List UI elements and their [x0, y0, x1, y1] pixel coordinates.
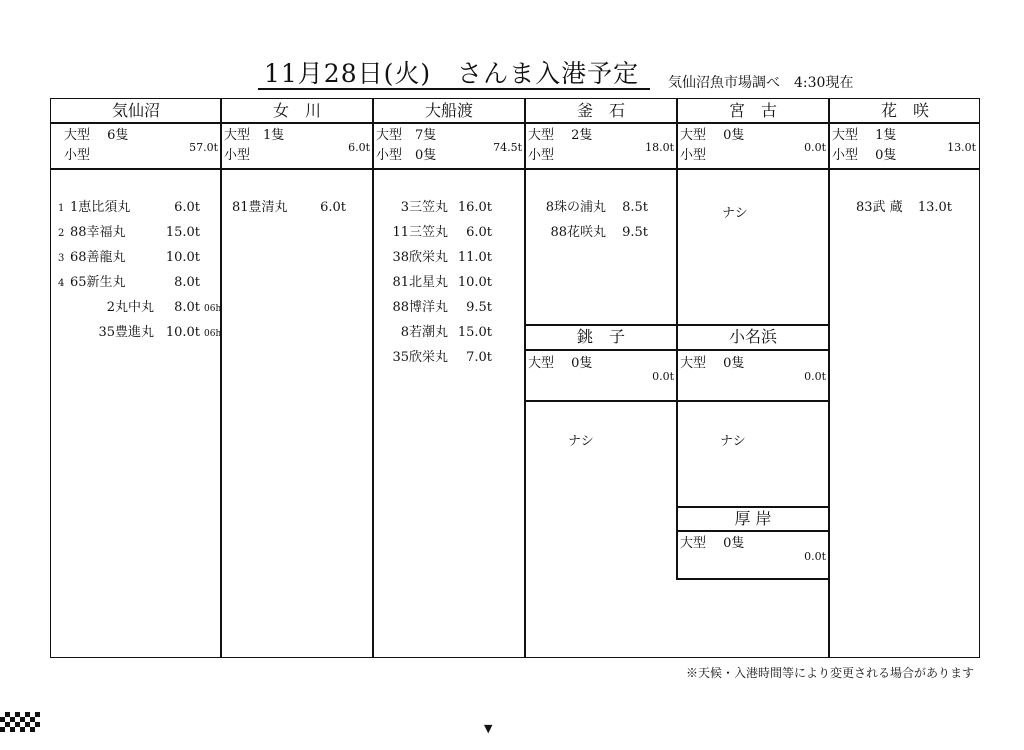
- ship-tons: 8.0t: [174, 300, 200, 315]
- large-count: 大型 0隻: [528, 356, 593, 371]
- ship-list-kesennuma: [58, 195, 221, 345]
- large-count: 大型 0隻: [680, 536, 745, 551]
- ship-row: [384, 195, 492, 220]
- arrival-time: 06h: [204, 329, 222, 339]
- small-count: 小型 0隻: [832, 148, 897, 163]
- ship-tons: 11.0t: [457, 250, 492, 265]
- ship-name: 11三笠丸: [392, 225, 448, 240]
- ship-tons: 13.0t: [917, 200, 952, 215]
- arrival-time: 06h: [204, 304, 222, 314]
- ship-tons: 8.5t: [622, 200, 648, 215]
- akkeshi-bottom-line: [676, 578, 829, 580]
- akkeshi-header-line: [676, 530, 829, 532]
- ship-tons: 16.0t: [457, 200, 492, 215]
- source-label: 気仙沼魚市場調べ 4:30現在: [668, 75, 854, 91]
- ship-row: [58, 320, 221, 345]
- port-header-kamaishi: 釜 石: [576, 101, 625, 120]
- ship-row: [856, 195, 952, 220]
- ship-name: 81豊清丸: [232, 200, 288, 215]
- small-count: 小型: [224, 148, 251, 163]
- large-count: 大型 7隻: [376, 128, 437, 143]
- header-divider: [50, 122, 980, 124]
- small-count: 小型: [64, 148, 91, 163]
- column-divider: [372, 98, 374, 658]
- large-count: 大型 0隻: [680, 356, 745, 371]
- ship-tons: 6.0t: [320, 200, 346, 215]
- title-underline: [258, 88, 650, 90]
- ship-name: 88博洋丸: [392, 300, 448, 315]
- port-header-hanasaki: 花 咲: [880, 101, 929, 120]
- ship-row: [384, 245, 492, 270]
- port-header-kesennuma: 気仙沼: [111, 101, 160, 120]
- ship-row: [58, 245, 221, 270]
- port-header-choshi: 銚 子: [576, 327, 625, 346]
- ship-row: [384, 320, 492, 345]
- ship-tons: 6.0t: [466, 225, 492, 240]
- port-total: 6.0t: [348, 141, 370, 154]
- large-count: 大型 1隻: [832, 128, 897, 143]
- port-total: 0.0t: [652, 370, 674, 383]
- port-total: 0.0t: [804, 370, 826, 383]
- port-total: 0.0t: [804, 550, 826, 563]
- ship-row: [58, 270, 221, 295]
- ship-name: 3三笠丸: [400, 200, 448, 215]
- port-total: 57.0t: [189, 141, 218, 154]
- ship-name: 68善龍丸: [70, 250, 126, 265]
- port-header-onagawa: 女 川: [272, 101, 321, 120]
- ship-tons: 7.0t: [466, 350, 492, 365]
- ship-row: [384, 270, 492, 295]
- ship-name: 65新生丸: [70, 275, 126, 290]
- ship-tons: 10.0t: [165, 325, 200, 340]
- ship-name: 88花咲丸: [550, 225, 606, 240]
- column-divider: [828, 98, 830, 658]
- port-header-ofunato: 大船渡: [424, 101, 473, 120]
- page-marker-icon: ▼: [484, 722, 493, 735]
- ship-row: [232, 195, 346, 220]
- ship-row: [530, 220, 648, 245]
- ship-row: [384, 345, 492, 370]
- port-header-akkeshi: 厚 岸: [734, 509, 772, 528]
- small-count: 小型: [528, 148, 555, 163]
- ship-row: [530, 195, 648, 220]
- no-ships-label: ナシ: [568, 434, 594, 449]
- ship-row: [384, 295, 492, 320]
- ship-list-hanasaki: [856, 195, 952, 220]
- ship-name: 8若潮丸: [400, 325, 448, 340]
- ship-tons: 6.0t: [174, 200, 200, 215]
- column-divider: [524, 98, 526, 658]
- ship-list-ofunato: [384, 195, 492, 370]
- no-ships-label: ナシ: [720, 434, 746, 449]
- ship-name: 83武 蔵: [856, 200, 903, 215]
- large-count: 大型 2隻: [528, 128, 593, 143]
- ship-name: 38欣栄丸: [392, 250, 448, 265]
- ship-row: [58, 295, 221, 320]
- ship-tons: 9.5t: [622, 225, 648, 240]
- ship-rank: 1: [58, 203, 65, 214]
- ship-row: [384, 220, 492, 245]
- port-header-onahama: 小名浜: [728, 327, 777, 346]
- port-header-miyako: 宮 古: [728, 101, 777, 120]
- ship-name: 2丸中丸: [106, 300, 154, 315]
- ship-name: 88幸福丸: [70, 225, 126, 240]
- ship-tons: 10.0t: [457, 275, 492, 290]
- page-title: 11月28日(火) さんま入港予定: [264, 59, 640, 88]
- ship-tons: 10.0t: [165, 250, 200, 265]
- ship-row: [58, 220, 221, 245]
- ship-name: 1恵比須丸: [70, 200, 131, 215]
- large-count: 大型 1隻: [224, 128, 285, 143]
- column-divider: [220, 98, 222, 658]
- ship-list-onagawa: [232, 195, 346, 220]
- ship-tons: 15.0t: [457, 325, 492, 340]
- ship-name: 81北星丸: [392, 275, 448, 290]
- small-count: 小型: [680, 148, 707, 163]
- ship-tons: 8.0t: [174, 275, 200, 290]
- port-total: 18.0t: [645, 141, 674, 154]
- choshi-summary-line: [524, 400, 829, 402]
- large-count: 大型 6隻: [64, 128, 129, 143]
- port-total: 74.5t: [493, 141, 522, 154]
- footnote: ※天候・入港時間等により変更される場合があります: [686, 666, 975, 680]
- ship-rank: 4: [58, 278, 65, 289]
- ship-name: 8珠の浦丸: [545, 200, 606, 215]
- no-ships-label: ナシ: [722, 206, 748, 221]
- checker-pattern-icon: [0, 712, 40, 732]
- small-count: 小型 0隻: [376, 148, 437, 163]
- ship-name: 35豊進丸: [98, 325, 154, 340]
- ship-name: 35欣栄丸: [392, 350, 448, 365]
- ship-tons: 15.0t: [165, 225, 200, 240]
- ship-list-kamaishi: [530, 195, 648, 245]
- ship-rank: 3: [58, 253, 65, 264]
- ship-rank: 2: [58, 228, 65, 239]
- large-count: 大型 0隻: [680, 128, 745, 143]
- port-total: 0.0t: [804, 141, 826, 154]
- choshi-header-line: [524, 349, 829, 351]
- port-total: 13.0t: [947, 141, 976, 154]
- schedule-table: [50, 98, 980, 658]
- summary-divider: [50, 168, 980, 170]
- ship-tons: 9.5t: [466, 300, 492, 315]
- ship-row: [58, 195, 221, 220]
